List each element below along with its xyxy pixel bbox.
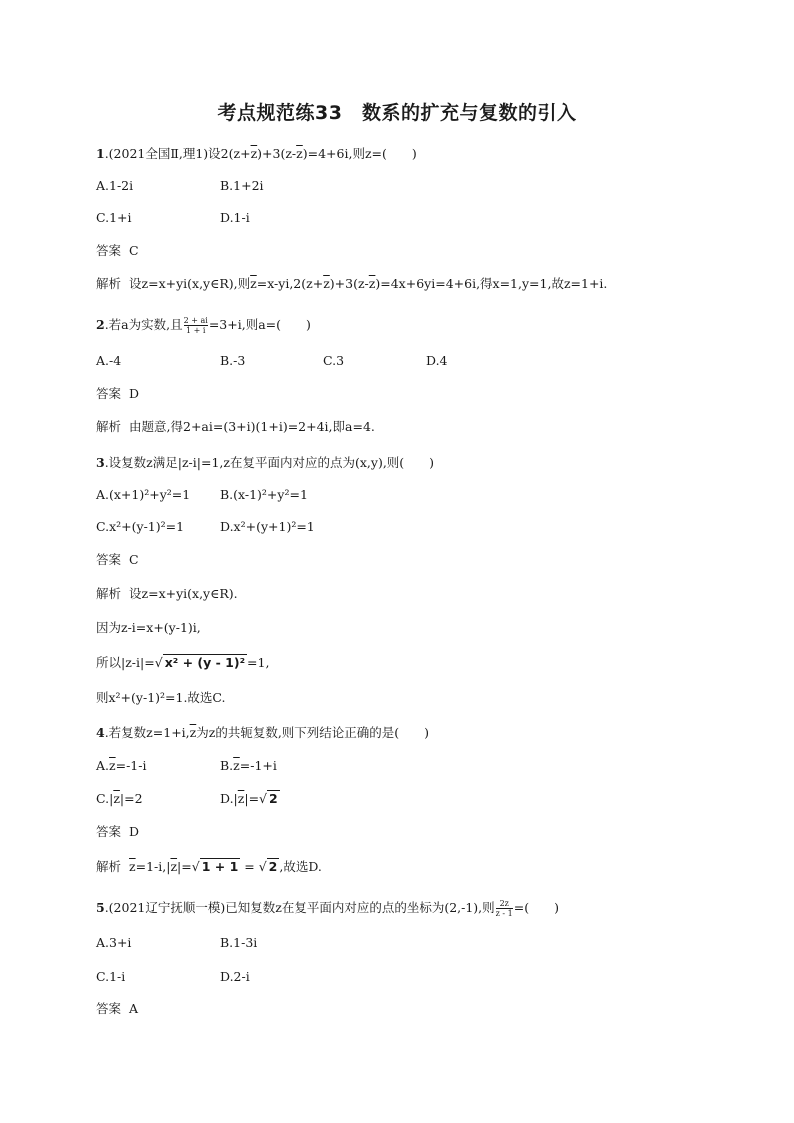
option-d: D.x²+(y+1)²=1 — [220, 519, 315, 534]
option-b: $B.\overline{z}=-1+i$ — [220, 758, 277, 773]
explanation-3-line-4: 则x²+(y-1)²=1.故选C. — [96, 690, 226, 705]
option-b: B.1-3i — [220, 935, 258, 950]
question-2-stem: 2.若a为实数,且 $\frac{2 + ai}{1 + i}$ =3+i,则a=( ) — [96, 316, 311, 335]
option-d: D.2-i — [220, 969, 250, 984]
option-d: D.1-i — [220, 210, 250, 225]
fraction: $\frac{2 + ai}{1 + i}$ — [183, 316, 208, 335]
explanation-2: 解析 由题意,得2+ai=(3+i)(1+i)=2+4i,即a=4. — [96, 419, 375, 434]
option-a: A.3+i — [96, 935, 132, 950]
explanation-4: 解析 $\overline{z}=1-i,|\overline{z}|=√$ 1 + 1 = √ 2 ,故选D. — [96, 859, 322, 874]
question-4-stem: 4.若复数$z=1+i,\overline{z}$为z的共轭复数,则下列结论正确的是( ) — [96, 725, 430, 740]
option-d: $D.|\overline{z}|=√$ 2 — [220, 791, 278, 806]
option-b: B.(x-1)²+y²=1 — [220, 487, 308, 502]
option-b: B.1+2i — [220, 178, 264, 193]
sqrt-expression: x² + (y - 1)² — [164, 655, 246, 670]
answer-4: 答案 D — [96, 824, 140, 839]
explanation-3-line-3: 所以|z-i|=√ x² + (y - 1)² =1, — [96, 655, 270, 670]
option-c: $C.|\overline{z}|=2$ — [96, 791, 143, 806]
answer-3: 答案 C — [96, 552, 139, 567]
answer-5: 答案 A — [96, 1001, 139, 1016]
option-c: C.x²+(y-1)²=1 — [96, 519, 185, 534]
explanation-3-line-2: 因为z-i=x+(y-1)i, — [96, 620, 201, 635]
page-title: 考点规范练33 数系的扩充与复数的引入 — [217, 102, 577, 124]
option-a: A.(x+1)²+y²=1 — [96, 487, 191, 502]
answer-2: 答案 D — [96, 386, 140, 401]
question-5-stem: 5.(2021辽宁抚顺一模)已知复数z在复平面内对应的点的坐标为(2,-1),则 $\frac{2z}{z - 1}$ =( ) — [96, 899, 559, 918]
option-d: D.4 — [426, 353, 448, 368]
answer-1: 答案 C — [96, 243, 139, 258]
option-a: A.-4 — [96, 353, 122, 368]
question-1-stem: 1.(2021全国Ⅱ,理1)设$2(z+\overline{z})+3(z-\overline{z})=4+6i$,则z=( ) — [96, 146, 417, 161]
option-c: C.1-i — [96, 969, 126, 984]
question-3-stem: 3.设复数z满足|z-i|=1,z在复平面内对应的点为(x,y),则( ) — [96, 455, 435, 470]
explanation-1: 解析 设z=x+yi(x,y∈R),则$\overline{z}=x-yi,2(z+\overline{z})+3(z-\overline{z})=4x+6yi=4+6i$,得x=1,y=1,故z=1+i. — [96, 276, 608, 291]
option-a: A.1-2i — [96, 178, 134, 193]
fraction: $\frac{2z}{z - 1}$ — [495, 899, 513, 918]
option-a: $A.\overline{z}=-1-i$ — [96, 758, 147, 773]
option-b: B.-3 — [220, 353, 246, 368]
question-number: 1 — [96, 146, 105, 161]
explanation-3: 解析 设z=x+yi(x,y∈R). — [96, 586, 238, 601]
option-c: C.1+i — [96, 210, 132, 225]
option-c: C.3 — [323, 353, 345, 368]
